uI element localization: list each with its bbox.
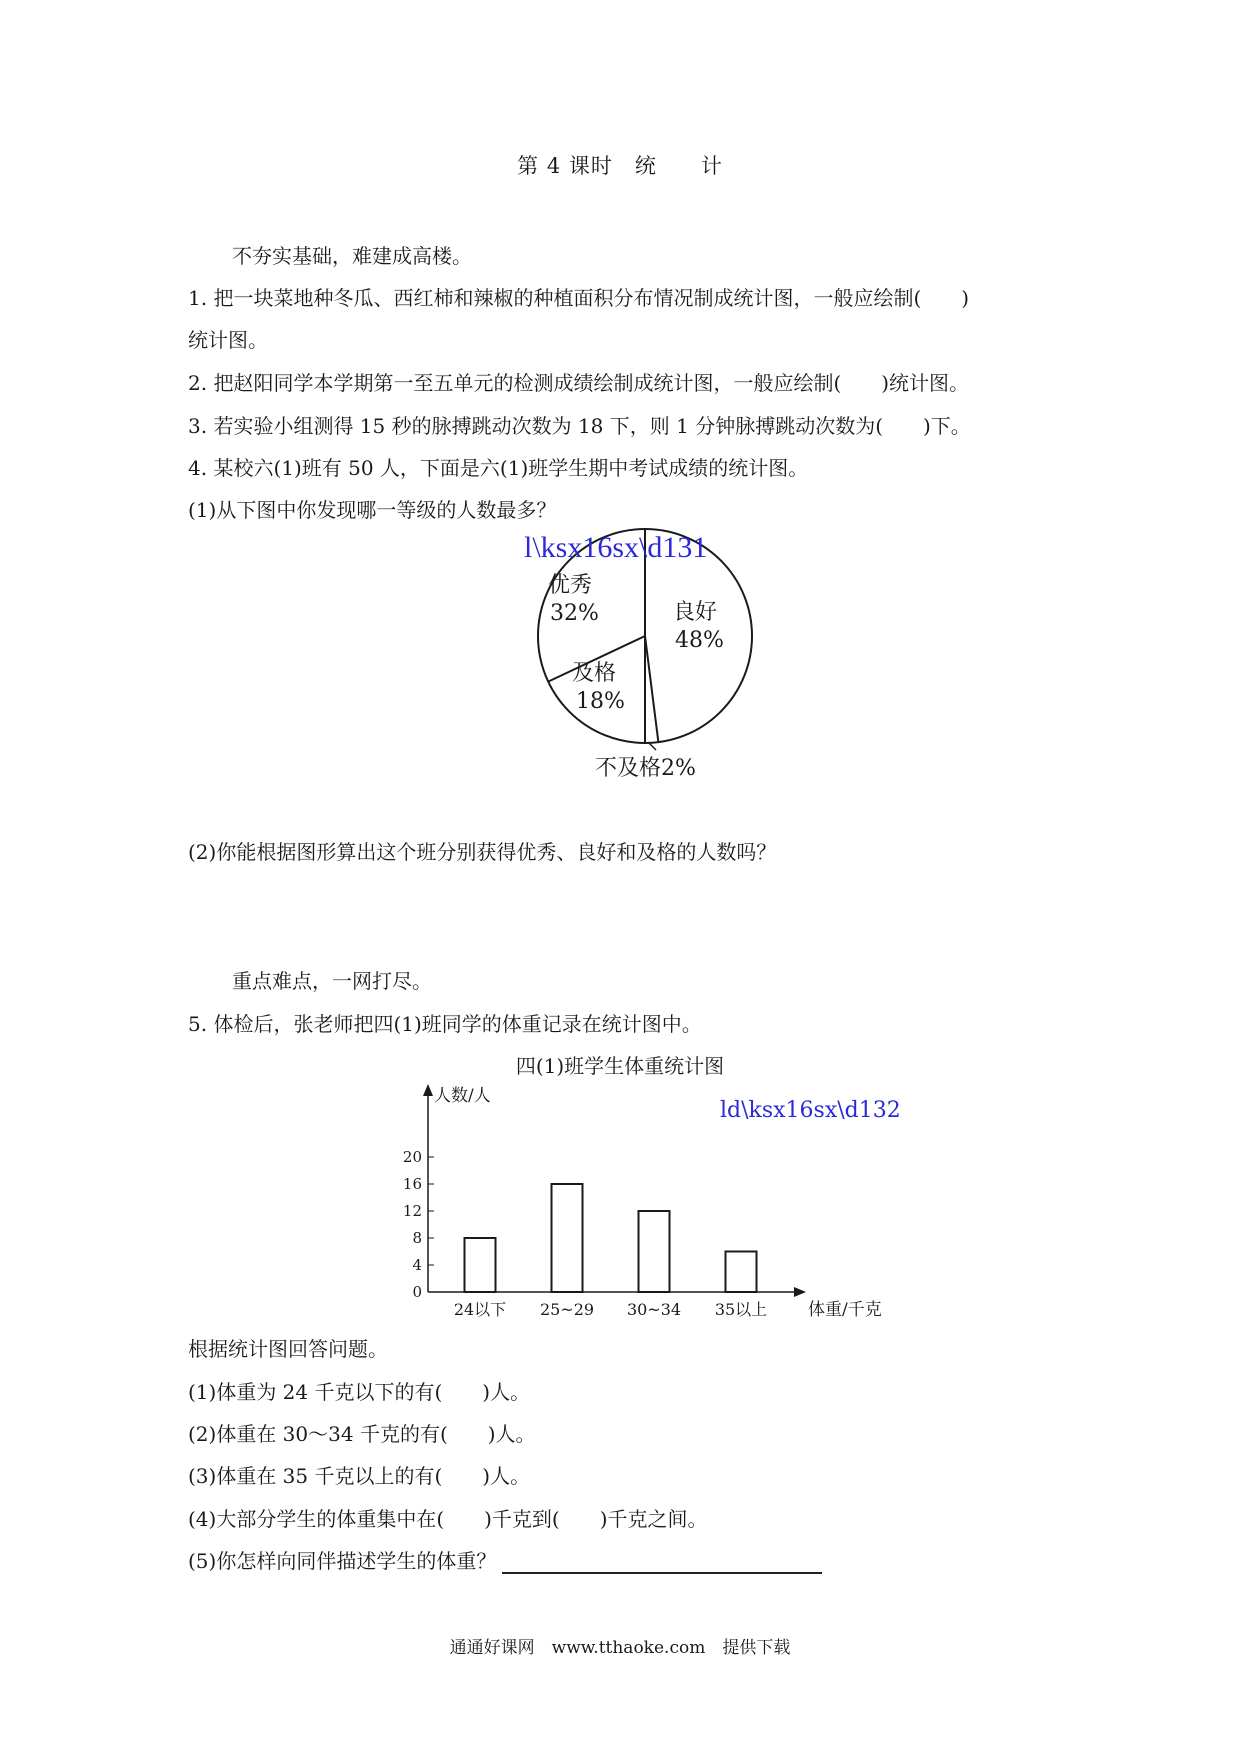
question-5-part2: (2)体重在 30～34 千克的有( )人。: [188, 1422, 536, 1446]
question-5-intro: 根据统计图回答问题。: [188, 1337, 388, 1361]
bar-1: [552, 1184, 583, 1292]
slice-label-fail: 不及格2%: [595, 756, 696, 781]
y-tick-label: 8: [412, 1229, 422, 1247]
section-heading-key: 重点难点，一网打尽。: [232, 969, 432, 993]
bar-2: [639, 1211, 670, 1292]
bar-watermark: ld\ksx16sx\d132: [720, 1098, 901, 1123]
question-4-part2: (2)你能根据图形算出这个班分别获得优秀、良好和及格的人数吗？: [188, 840, 777, 864]
page-title: 第 4 课时 统 计: [517, 154, 723, 178]
slice-value-pass: 18%: [576, 689, 625, 714]
x-tick-label: 25~29: [539, 1300, 595, 1319]
slice-value-excellent: 32%: [550, 601, 599, 626]
y-tick-label: 20: [402, 1148, 422, 1166]
x-tick-label: 30~34: [626, 1300, 682, 1319]
question-5: 5. 体检后，张老师把四(1)班同学的体重记录在统计图中。: [188, 1012, 702, 1036]
question-5-part5: [188, 1545, 822, 1574]
bar-chart-title: 四(1)班学生体重统计图: [515, 1054, 725, 1078]
y-tick-label: 0: [412, 1283, 422, 1301]
footer-credit: 通通好课网 www.tthaoke.com 提供下载: [449, 1638, 791, 1658]
question-3: 3. 若实验小组测得 15 秒的脉搏跳动次数为 18 下，则 1 分钟脉搏跳动次数为( )下。: [188, 414, 971, 438]
question-5-part4: (4)大部分学生的体重集中在( )千克到( )千克之间。: [188, 1507, 708, 1531]
section-heading-basic: 不夯实基础，难建成高楼。: [232, 244, 472, 268]
question-5-part3: (3)体重在 35 千克以上的有( )人。: [188, 1464, 531, 1488]
x-axis-arrow: [794, 1287, 806, 1297]
slice-label-pass: 及格: [572, 661, 617, 686]
bar-3: [726, 1252, 757, 1293]
answer-line[interactable]: [502, 1552, 822, 1574]
x-tick-label: 24以下: [453, 1300, 507, 1319]
question-1-line2: 统计图。: [188, 328, 268, 352]
question-5-part5-text: (5)你怎样向同伴描述学生的体重？: [188, 1549, 497, 1573]
question-1-line1: 1. 把一块菜地种冬瓜、西红柿和辣椒的种植面积分布情况制成统计图，一般应绘制( ): [188, 286, 970, 310]
y-tick-label: 16: [402, 1175, 422, 1193]
pie-watermark: l\ksx16sx\d131: [524, 531, 708, 564]
bar-chart: [390, 1080, 910, 1320]
question-4: 4. 某校六(1)班有 50 人，下面是六(1)班学生期中考试成绩的统计图。: [188, 456, 809, 480]
y-tick-label: 4: [412, 1256, 422, 1274]
y-axis-arrow: [423, 1084, 433, 1096]
pie-chart: [510, 525, 800, 785]
bar-0: [465, 1238, 496, 1292]
question-2: 2. 把赵阳同学本学期第一至五单元的检测成绩绘制成统计图，一般应绘制( )统计图。: [188, 371, 970, 395]
question-5-part1: (1)体重为 24 千克以下的有( )人。: [188, 1380, 531, 1404]
slice-value-good: 48%: [675, 628, 724, 653]
slice-label-excellent: 优秀: [548, 573, 593, 598]
x-tick-label: 35以上: [714, 1300, 768, 1319]
y-tick-label: 12: [402, 1202, 422, 1220]
x-axis-label: 体重/千克: [808, 1300, 882, 1320]
y-axis-label: 人数/人: [434, 1086, 491, 1106]
slice-label-good: 良好: [673, 600, 718, 625]
question-4-part1: (1)从下图中你发现哪一等级的人数最多？: [188, 498, 557, 522]
pie-slice-divider: [645, 636, 658, 742]
